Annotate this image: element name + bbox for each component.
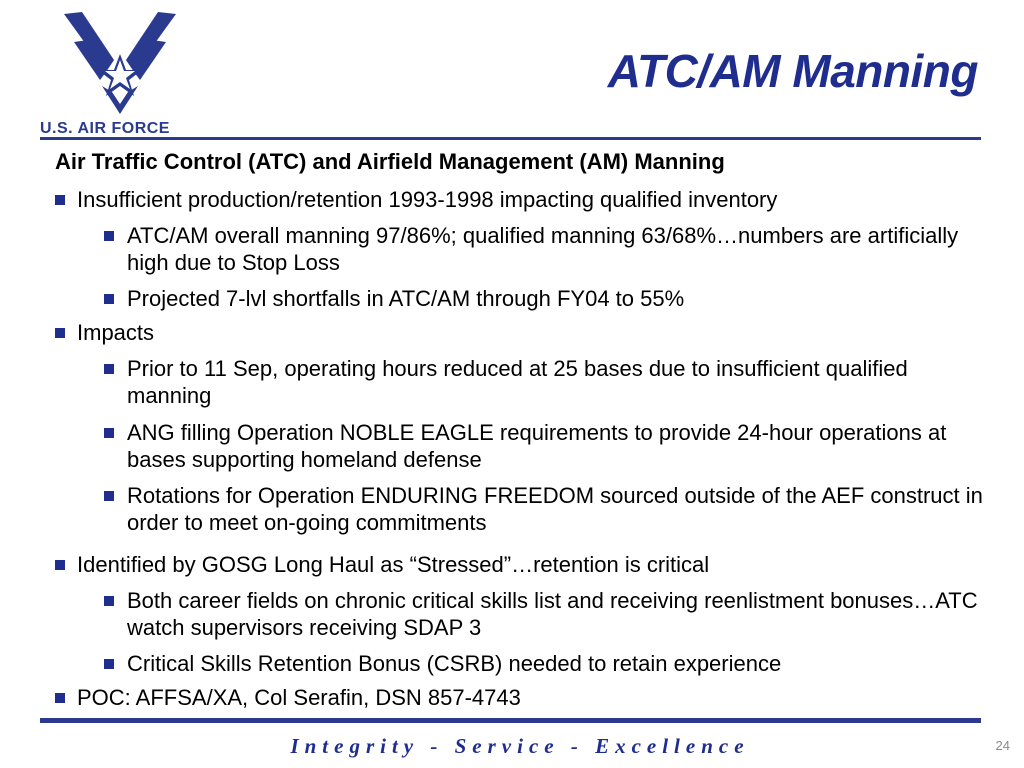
- square-bullet-icon: [104, 364, 114, 374]
- sub-bullet-text: Rotations for Operation ENDURING FREEDOM sourced outside of the AEF construct in order to meet on-going commitments: [127, 483, 983, 535]
- sub-bullet-text: Projected 7-lvl shortfalls in ATC/AM through FY04 to 55%: [127, 286, 685, 311]
- title-divider: [40, 137, 981, 140]
- sub-bullet-text: Critical Skills Retention Bonus (CSRB) needed to retain experience: [127, 651, 782, 676]
- square-bullet-icon: [104, 294, 114, 304]
- air-force-logo: [40, 8, 200, 136]
- sub-bullet-text: ATC/AM overall manning 97/86%; qualified manning 63/68%…numbers are artificially high due to Stop Loss: [127, 223, 959, 275]
- square-bullet-icon: [104, 659, 114, 669]
- bullet-text: Identified by GOSG Long Haul as “Stressed”…retention is critical: [77, 552, 710, 577]
- square-bullet-icon: [55, 560, 65, 570]
- square-bullet-icon: [104, 596, 114, 606]
- sub-bullet-text: Both career fields on chronic critical skills list and receiving reenlistment bonuses…ATC watch supervisors receiving SDAP 3: [127, 588, 978, 640]
- square-bullet-icon: [55, 693, 65, 703]
- bullet-text: POC: AFFSA/XA, Col Serafin, DSN 857-4743: [77, 685, 521, 710]
- page-number: 24: [995, 738, 1010, 753]
- logo-text: U.S. AIR FORCE: [40, 120, 170, 137]
- sub-bullet-text: ANG filling Operation NOBLE EAGLE requirements to provide 24-hour operations at bases supporting homeland defense: [127, 420, 947, 472]
- bullet-text: Insufficient production/retention 1993-1998 impacting qualified inventory: [77, 187, 778, 212]
- bullet-text: Impacts: [77, 320, 155, 345]
- slide-subtitle: Air Traffic Control (ATC) and Airfield Management (AM) Manning: [55, 149, 725, 174]
- air-force-wings-icon: [60, 8, 180, 116]
- square-bullet-icon: [55, 328, 65, 338]
- square-bullet-icon: [55, 195, 65, 205]
- sub-bullet-text: Prior to 11 Sep, operating hours reduced at 25 bases due to insufficient qualified manning: [127, 356, 908, 408]
- square-bullet-icon: [104, 231, 114, 241]
- footer-divider: [40, 718, 981, 723]
- square-bullet-icon: [104, 491, 114, 501]
- square-bullet-icon: [104, 428, 114, 438]
- slide-title: ATC/AM Manning: [607, 45, 978, 97]
- footer-motto: Integrity - Service - Excellence: [290, 734, 750, 758]
